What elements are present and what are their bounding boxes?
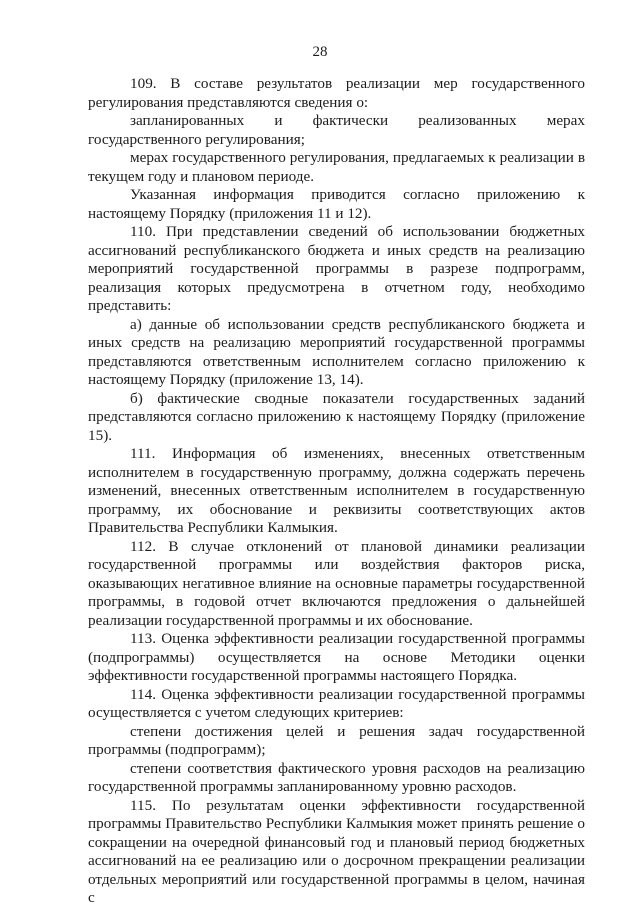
paragraph-115: 115. По результатам оценки эффективности государственной программы Правительство Республики Калмыкия может принять решение о сокращении на очередной финансовый год и плановый период бюджетных ассигнований на ее реализацию или о досрочном прекращении реализации отдельных мероприятий или государственной программы в целом, начиная с bbox=[88, 796, 585, 906]
paragraph-109: 109. В составе результатов реализации мер государственного регулирования представляются сведения о: bbox=[88, 75, 585, 111]
paragraph-114-criterion-1: степени достижения целей и решения задач государственной программы (подпрограмм); bbox=[88, 722, 585, 758]
paragraph-114: 114. Оценка эффективности реализации государственной программы осуществляется с учетом следующих критериев: bbox=[88, 685, 585, 721]
paragraph-111: 111. Информация об изменениях, внесенных ответственным исполнителем в государственную программу, должна содержать перечень изменений, внесенных ответственным исполнителем в государственную программу, их обоснование и реквизиты соответствующих актов Правительства Республики Калмыкия. bbox=[88, 445, 585, 536]
paragraph-114-criterion-2: степени соответствия фактического уровня расходов на реализацию государственной программы запланированному уровню расходов. bbox=[88, 759, 585, 795]
paragraph-109-item-1: запланированных и фактически реализованных мерах государственного регулирования; bbox=[88, 112, 585, 148]
page-number: 28 bbox=[312, 44, 328, 60]
paragraph-109-note: Указанная информация приводится согласно приложению к настоящему Порядку (приложения 11 и 12). bbox=[88, 186, 585, 222]
paragraph-110-b: б) фактические сводные показатели государственных заданий представляются согласно приложению к настоящему Порядку (приложение 15). bbox=[88, 389, 585, 444]
paragraph-110-a: а) данные об использовании средств республиканского бюджета и иных средств на реализацию мероприятий государственной программы представляются ответственным исполнителем согласно приложению к настоящему Порядку (приложение 13, 14). bbox=[88, 315, 585, 388]
paragraph-110: 110. При представлении сведений об использовании бюджетных ассигнований республиканского бюджета и иных средств на реализацию мероприятий государственной программы в разрезе подпрограмм, реализация которых предусмотрена в отчетном году, необходимо представить: bbox=[88, 223, 585, 314]
document-body bbox=[88, 75, 585, 908]
paragraph-113: 113. Оценка эффективности реализации государственной программы (подпрограммы) осуществляется на основе Методики оценки эффективности государственной программы настоящего Порядка. bbox=[88, 630, 585, 684]
paragraph-109-item-2: мерах государственного регулирования, предлагаемых к реализации в текущем году и плановом периоде. bbox=[88, 149, 585, 185]
paragraph-112: 112. В случае отклонений от плановой динамики реализации государственной программы или воздействия факторов риска, оказывающих негативное влияние на основные параметры государственной программы, в годовой отчет включаются предложения о дальнейшей реализации государственной программы и их обоснование. bbox=[88, 537, 585, 629]
